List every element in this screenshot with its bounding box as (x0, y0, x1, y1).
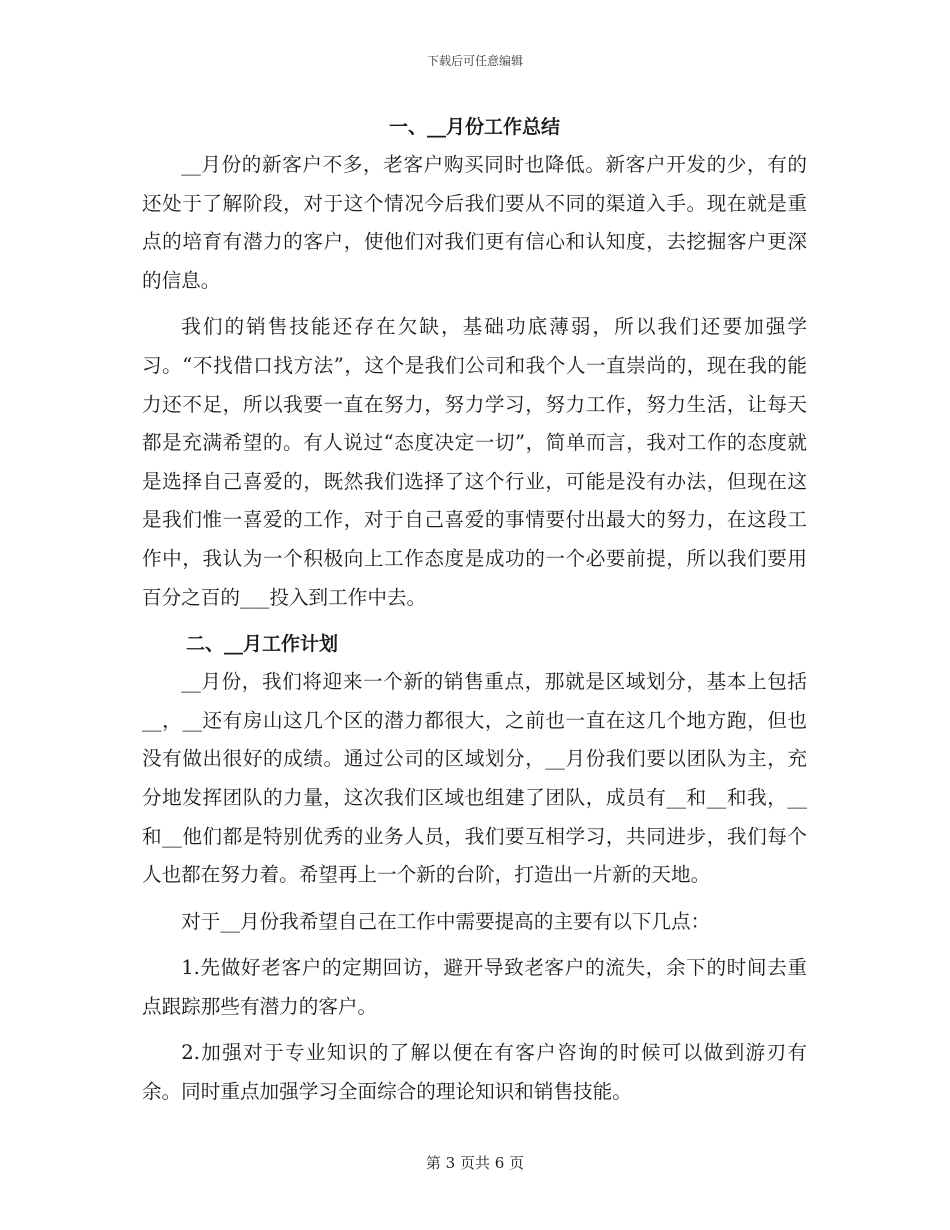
paragraph: __月份，我们将迎来一个新的销售重点，那就是区域划分，基本上包括__，__还有房山这几个区的潜力都很大，之前也一直在这几个地方跑，但也没有做出很好的成绩。通过公司的区域划分，__月份我们要以团队为主，充分地发挥团队的力量，这次我们区域也组建了团队，成员有__和__和我，__和__他们都是特别优秀的业务人员，我们要互相学习，共同进步，我们每个人也都在努力着。希望再上一个新的台阶，打造出一片新的天地。 (142, 670, 807, 887)
paragraph: __月份的新客户不多，老客户购买同时也降低。新客户开发的少，有的还处于了解阶段，对于这个情况今后我们要从不同的渠道入手。现在就是重点的培育有潜力的客户，使他们对我们更有信心和认知度，去挖掘客户更深的信息。 (142, 153, 807, 292)
page-header: 下载后可任意编辑 (426, 54, 523, 68)
page-number: 第 3 页共 6 页 (425, 1154, 525, 1172)
section-title-summary: 一、__月份工作总结 (388, 116, 560, 138)
paragraph: 我们的销售技能还存在欠缺，基础功底薄弱，所以我们还要加强学习。“不找借口找方法”，这个是我们公司和我个人一直崇尚的，现在我的能力还不足，所以我要一直在努力，努力学习，努力工作，努力生活，让每天都是充满希望的。有人说过“态度决定一切”，简单而言，我对工作的态度就是选择自己喜爱的，既然我们选择了这个行业，可能是没有办法，但现在这是我们惟一喜爱的工作，对于自己喜爱的事情要付出最大的努力，在这段工作中，我认为一个积极向上工作态度是成功的一个必要前提，所以我们要用百分之百的___投入到工作中去。 (142, 315, 807, 609)
section-title-plan: 二、__月工作计划 (186, 633, 339, 656)
list-item: 1.先做好老客户的定期回访，避开导致老客户的流失，余下的时间去重点跟踪那些有潜力的客户。 (142, 956, 807, 1018)
document-body (142, 112, 807, 1120)
list-item: 2.加强对于专业知识的了解以便在有客户咨询的时候可以做到游刃有余。同时重点加强学习全面综合的理论知识和销售技能。 (142, 1041, 807, 1104)
paragraph: 对于__月份我希望自己在工作中需要提高的主要有以下几点： (181, 909, 711, 933)
